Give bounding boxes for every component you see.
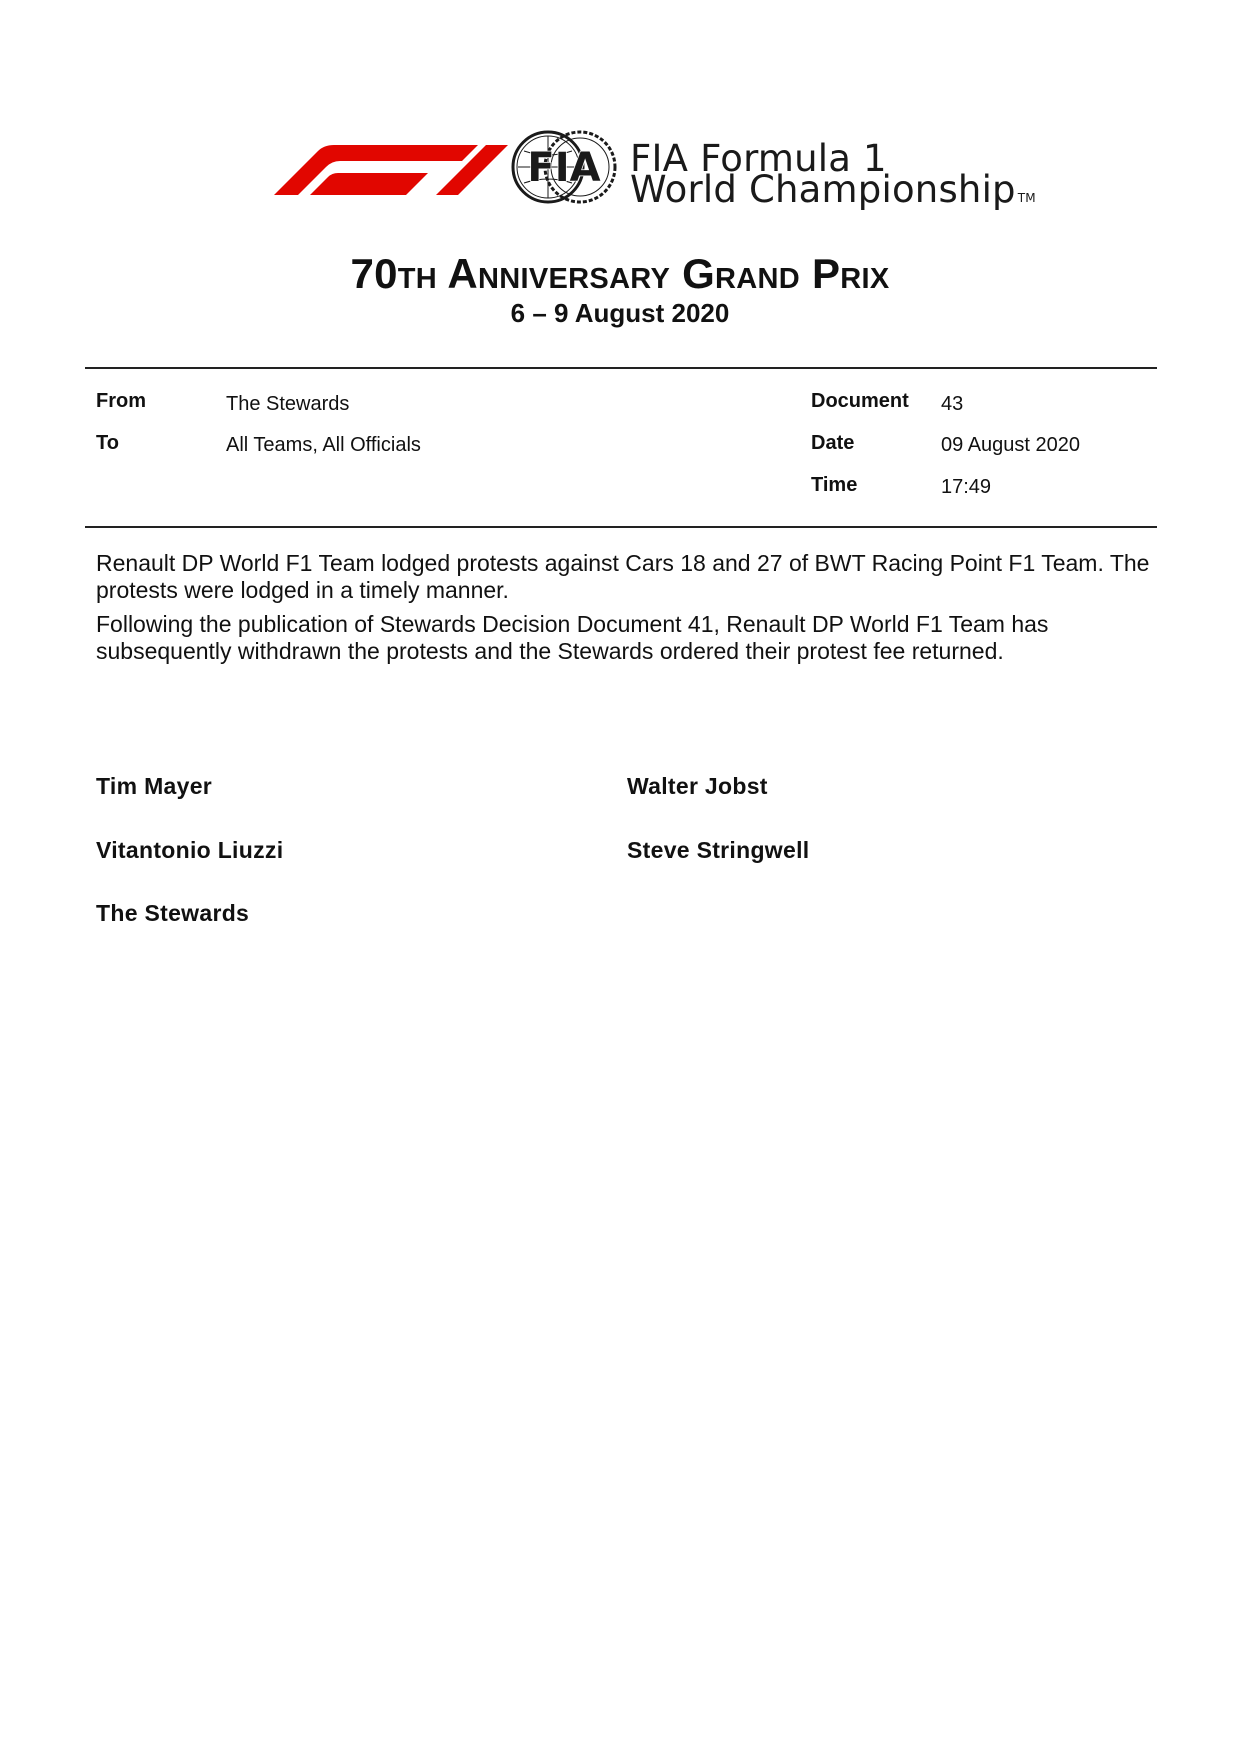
date-label: Date [811,432,855,454]
from-label: From [96,390,146,412]
time-label: Time [811,474,858,496]
document-label: Document [811,390,909,412]
logo-line1: FIA Formula 1 [630,137,887,180]
to-label: To [96,432,119,454]
signature-the-stewards: The Stewards [96,900,250,926]
time-value: 17:49 [941,476,992,498]
logo-line2-text: World Championship [630,168,1016,211]
date-value: 09 August 2020 [941,434,1081,456]
signature-walter-jobst: Walter Jobst [627,773,768,799]
signature-vitantonio-liuzzi: Vitantonio Liuzzi [96,837,284,863]
f1-logo-icon [258,137,508,205]
trademark-mark: TM [1017,191,1036,205]
fia-seal-icon [510,127,620,207]
body-paragraph-1: Renault DP World F1 Team lodged protests against Cars 18 and 27 of BWT Racing Point F1 Team. The protests were lodged in a timely manner. [96,550,1150,603]
event-title: 70th Anniversary Grand Prix [350,250,890,297]
body-paragraph-2: Following the publication of Stewards Decision Document 41, Renault DP World F1 Team has subsequently withdrawn the protests and the Stewards ordered their protest fee returned. [96,611,1049,664]
fia-f1-header-logo [258,127,1036,217]
to-value: All Teams, All Officials [226,434,421,456]
divider-bottom [85,526,1157,528]
divider-top [85,367,1157,369]
signature-tim-mayer: Tim Mayer [96,773,213,799]
document-value: 43 [941,393,964,415]
event-dates: 6 – 9 August 2020 [510,298,730,328]
logo-line2 [630,168,1036,211]
from-value: The Stewards [226,393,350,415]
svg-text:FIA: FIA [527,145,601,191]
signature-steve-stringwell: Steve Stringwell [627,837,810,863]
